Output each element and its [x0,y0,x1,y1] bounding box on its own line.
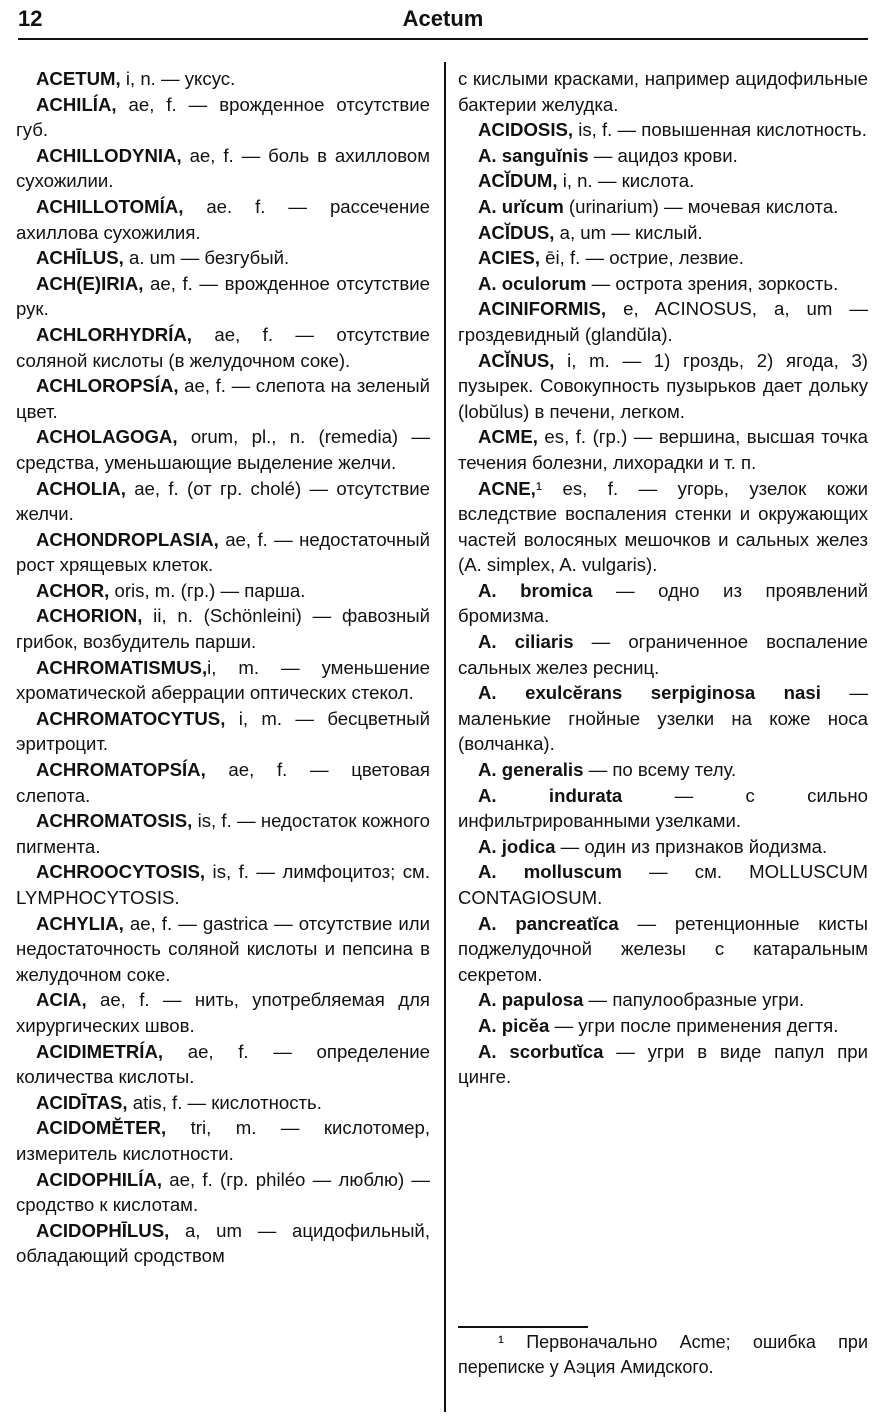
dictionary-entry [16,1039,430,1090]
entry-headword: A. exulcĕrans serpiginosa nasi [478,682,821,704]
dictionary-entry [458,348,868,425]
dictionary-entry [16,1090,430,1116]
entry-headword: A. ciliaris [478,631,574,653]
dictionary-entry [458,757,868,783]
entry-definition: — папулообразные угри. [583,989,805,1011]
entry-definition: oris, m. (гр.) — парша. [109,579,306,601]
right-column [458,66,868,1090]
dictionary-entry [16,808,430,859]
entry-headword: A. pancreatĭca [478,912,619,934]
dictionary-entry [16,987,430,1038]
entry-headword: ACIDOPHILÍA, [36,1168,163,1190]
entry-definition: ae, f. — отсутствие соляной кислоты (в желудочном соке). [16,323,430,371]
entry-headword: A. jodica [478,835,556,857]
entry-definition: i, m. — 1) гроздь, 2) ягода, 3) пузырек. Совокупность пузырьков дает дольку (lobŭlus) в печени, легком. [458,349,868,422]
entry-headword: A. molluscum [478,861,622,883]
entry-headword: ACIES, [478,247,540,269]
dictionary-entry [16,527,430,578]
entry-headword: ACĬNUS, [478,349,555,371]
entry-definition: ēi, f. — острие, лезвие. [540,247,744,269]
dictionary-entry [458,783,868,834]
dictionary-entry [16,271,430,322]
entry-definition: a, um — ацидофильный, обладающий сродством [16,1219,430,1267]
entry-definition: ae, f. — gastrica — отсутствие или недостаточность соляной кислоты и пепсина в желудочном соке. [16,912,430,985]
entry-definition: ae, f. — боль в ахилловом сухожилии. [16,144,430,192]
entry-definition: a, um — кислый. [554,221,703,243]
column-divider [444,62,446,1412]
entry-definition: ae, f. (от гр. cholé) — отсутствие желчи. [16,477,430,525]
entry-definition: e, ACINOSUS, a, um — гроздевидный (glandŭla). [458,298,868,345]
entry-headword: ACIDOPHĪLUS, [36,1219,170,1241]
entry-headword: A. scorbutĭca [478,1040,604,1062]
entry-headword: ACNE, [478,477,536,499]
entry-headword: ACETUM, [36,68,121,89]
entry-definition: — маленькие гнойные узелки на коже носа (волчанка). [458,682,869,755]
entry-headword: ACHOR, [36,579,110,601]
entry-definition: — ограниченное воспаление сальных желез ресниц. [458,631,869,678]
entry-definition: — по всему телу. [583,759,737,781]
entry-headword: ACHLORHYDRÍA, [36,323,192,345]
entry-headword: ACHILLODYNIA, [36,144,182,166]
entry-headword: A. indurata [478,784,623,806]
dictionary-entry [458,245,868,271]
entry-definition: — одно из проявлений бромизма. [458,579,869,627]
dictionary-entry [16,859,430,910]
entry-headword: A. papulosa [478,989,584,1011]
entry-definition: ae, f. — цветовая слепота. [16,759,430,806]
entry-definition: ae, f. — слепота на зеленый цвет. [16,375,430,422]
dictionary-entry [16,373,430,424]
entry-headword: ACHOLIA, [36,477,126,499]
dictionary-entry [16,1218,430,1269]
dictionary-entry [16,706,430,757]
entry-definition: orum, pl., n. (remedia) — средства, уменьшающие выделение желчи. [16,426,430,473]
entry-definition: ae, f. — нить, употребляемая для хирургических швов. [16,989,430,1036]
entry-headword: A. oculorum [478,272,587,294]
page-header [18,6,868,40]
entry-headword: ACĬDUM, [478,170,558,192]
dictionary-entry [458,859,868,910]
entry-headword: ACHLOROPSÍA, [36,375,179,397]
dictionary-entry [16,1115,430,1166]
footnote: ¹ Первоначально Acme; ошибка при переписке у Аэция Амидского. [458,1332,868,1377]
entry-headword: ACIDOMĔTER, [36,1117,167,1139]
dictionary-entry [458,194,868,220]
dictionary-entry [16,92,430,143]
entry-headword: ACHĪLUS, [36,247,124,269]
dictionary-entry [16,603,430,654]
entry-definition: — ретенционные кисты поджелудочной железы с катаральным секретом. [458,912,869,985]
entry-definition: i, m. — уменьшение хроматической аберрации оптических стекол. [16,656,430,704]
page-number: 12 [18,6,43,31]
dictionary-entry [16,911,430,988]
entry-headword: ACME, [478,426,538,448]
entry-definition: i, n. — кислота. [557,170,695,192]
dictionary-entry [458,296,868,347]
dictionary-entry [458,987,868,1013]
entry-headword: ACHONDROPLASIA, [36,528,219,550]
dictionary-entry [16,578,430,604]
entry-definition: ae. f. — рассечение ахиллова сухожилия. [16,195,430,243]
entry-definition: ae, f. — недостаточный рост хрящевых клеток. [16,528,430,576]
header-rule [18,38,868,40]
dictionary-entry [16,194,430,245]
entry-headword: A. generalis [478,759,584,781]
dictionary-entry [16,655,430,706]
dictionary-entry [458,476,868,578]
entry-headword: ACHROMATOSIS, [36,810,193,832]
entry-headword: ACHROMATOCYTUS, [36,707,226,729]
dictionary-entry [458,168,868,194]
entry-definition: — один из признаков йодизма. [555,835,828,857]
running-head: Acetum [402,6,484,31]
entry-definition: — угри в виде папул при цинге. [458,1040,868,1088]
dictionary-entry [458,578,868,629]
entry-headword: ACHYLIA, [36,912,124,934]
entry-definition: — острота зрения, зоркость. [586,272,839,294]
entry-headword: ACIDĪTAS, [36,1091,128,1113]
entry-headword: ACHROMATOPSÍA, [36,759,206,781]
entry-definition: ae, f. — врожденное отсутствие губ. [16,93,430,141]
entry-definition: atis, f. — кислотность. [127,1091,322,1113]
entry-definition: — см. MOLLUSCUM CONTAGIOSUM. [458,861,868,908]
entry-headword: ACIA, [36,989,87,1011]
entry-definition: is, f. — недостаток кожного пигмента. [16,810,430,857]
entry-definition: is, f. — лимфоцитоз; см. LYMPHOCYTOSIS. [16,861,430,908]
dictionary-entry [458,220,868,246]
entry-headword: ACHOLAGOGA, [36,426,178,448]
entry-definition: ae, f. — врожденное отсутствие рук. [16,272,430,320]
entry-definition: — с сильно инфильтрированными узелками. [458,784,869,832]
dictionary-entry [458,911,868,988]
entry-definition: — угри после применения дегтя. [549,1014,839,1036]
entry-definition: is, f. — повышенная кислотность. [573,119,867,141]
dictionary-entry [458,1013,868,1039]
dictionary-entry [16,424,430,475]
entry-definition: ii, n. (Schönleini) — фавозный грибок, возбудитель парши. [16,605,430,653]
dictionary-entry [458,271,868,297]
entry-headword: ACIDIMETRÍA, [36,1040,164,1062]
entry-headword: ACHILÍA, [36,93,117,115]
left-column [16,66,430,1269]
dictionary-entry [16,757,430,808]
dictionary-entry [458,1039,868,1090]
entry-headword: A. picĕa [478,1014,550,1036]
dictionary-entry [16,245,430,271]
dictionary-entry [458,143,868,169]
entry-definition: a. um — безгубый. [123,247,290,269]
dictionary-entry [458,424,868,475]
dictionary-entry [458,117,868,143]
entry-definition: ¹ es, f. — угорь, узелок кожи вследствие воспаления стенки и окружающих частей волосяных мешочков и сальных желез (A. simplex, A. vulgaris). [458,477,868,576]
entry-definition: ae, f. (гр. philéo — люблю) — сродство к кислотам. [16,1168,430,1216]
footnote-rule [458,1326,588,1328]
dictionary-entry [458,834,868,860]
dictionary-entry [16,66,430,92]
entry-headword: ACHORION, [36,605,143,627]
dictionary-entry [16,1167,430,1218]
entry-definition: i, m. — бесцветный эритроцит. [16,707,430,755]
dictionary-entry [16,322,430,373]
entry-definition: es, f. (гр.) — вершина, высшая точка течения болезни, лихорадки и т. п. [458,426,868,473]
entry-headword: ACINIFORMIS, [478,298,607,320]
entry-headword: ACHROOCYTOSIS, [36,861,206,883]
dictionary-entry [458,680,868,757]
entry-definition: (urinarium) — мочевая кислота. [563,195,839,217]
entry-headword: ACIDOSIS, [478,119,574,141]
dictionary-entry [16,476,430,527]
dictionary-entry [458,66,868,117]
entry-headword: ACHILLOTOMÍA, [36,195,184,217]
entry-definition: tri, m. — кислотомер, измеритель кислотности. [16,1117,430,1164]
entry-definition: — ацидоз крови. [588,144,738,166]
entry-headword: A. bromica [478,579,593,601]
entry-headword: A. sanguĭnis [478,144,589,166]
dictionary-entry [16,143,430,194]
entry-definition: ae, f. — определение количества кислоты. [16,1040,430,1088]
entry-headword: A. urĭcum [478,195,564,217]
entry-headword: ACHROMATISMUS, [36,656,208,678]
entry-headword: ACH(E)IRIA, [36,272,144,294]
entry-headword: ACĬDUS, [478,221,555,243]
dictionary-entry [458,629,868,680]
entry-definition: i, n. — уксус. [120,68,236,89]
entry-definition: с кислыми красками, например ацидофильные бактерии желудка. [458,68,868,115]
